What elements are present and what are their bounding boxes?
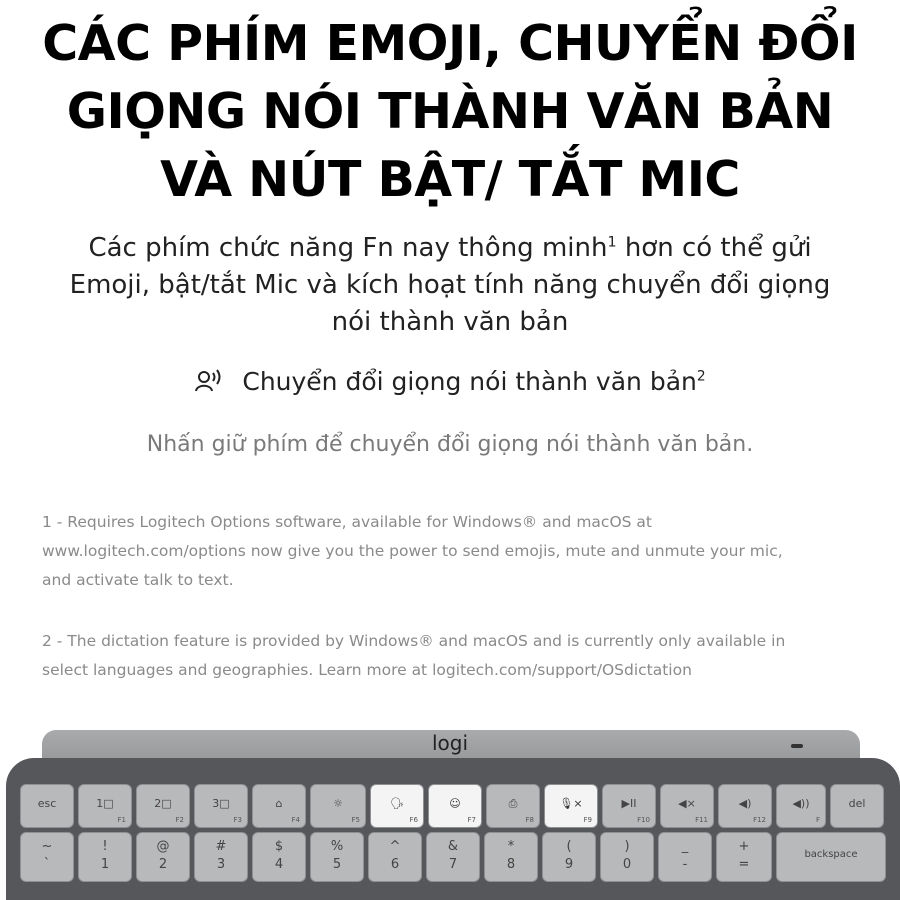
fn-key-5[interactable] <box>252 784 306 828</box>
num-key-2[interactable] <box>78 832 132 882</box>
fn-key-sub-label: F4 <box>291 816 300 824</box>
footnotes <box>42 508 872 717</box>
voice-dictation-icon <box>194 366 224 396</box>
fn-key-label: ⌂ <box>275 797 283 810</box>
feature-label: Chuyển đổi giọng nói thành văn bản$^2$ <box>242 366 706 396</box>
key-shift-label: ! <box>102 839 108 854</box>
fn-key-label: ◀) <box>738 797 752 810</box>
heading-line-2: GIỌNG NÓI THÀNH VĂN BẢN <box>66 83 834 140</box>
footnote-1: 1 - Requires Logitech Options software, available for Windows® and macOS at www.logitech.com/options now give you the power to send emojis, mute and unmute your mic, and activate talk to text. <box>42 513 783 589</box>
fn-key-2[interactable] <box>78 784 132 828</box>
fn-key-sub-label: F6 <box>409 816 418 824</box>
feature-row <box>0 366 900 396</box>
fn-key-sub-label: F1 <box>117 816 126 824</box>
fn-key-11[interactable] <box>602 784 656 828</box>
fn-key-sub-label: F8 <box>525 816 534 824</box>
fn-key-sub-label: F12 <box>753 816 766 824</box>
fn-key-8[interactable] <box>428 784 482 828</box>
page-heading <box>0 10 900 214</box>
num-key-14[interactable] <box>776 832 886 882</box>
num-key-7[interactable] <box>368 832 422 882</box>
fn-key-13[interactable] <box>718 784 772 828</box>
fn-key-sub-label: F11 <box>695 816 708 824</box>
subtitle-line-1: Các phím chức năng Fn nay thông minh$^1$ hơn có thể gửi <box>88 233 812 263</box>
key-main-label: 6 <box>390 857 400 872</box>
key-shift-label: ) <box>624 839 630 854</box>
num-key-9[interactable] <box>484 832 538 882</box>
subtitle <box>20 230 880 341</box>
fn-key-sub-label: F3 <box>233 816 242 824</box>
fn-key-15[interactable] <box>830 784 884 828</box>
key-main-label: backspace <box>804 849 858 860</box>
subtitle-line-3: nói thành văn bản <box>331 307 569 337</box>
key-shift-label: + <box>738 839 750 854</box>
num-key-11[interactable] <box>600 832 654 882</box>
key-main-label: ` <box>43 857 51 872</box>
fn-key-label: ◀)) <box>792 797 810 810</box>
key-shift-label: * <box>507 839 515 854</box>
fn-key-sub-label: F9 <box>583 816 592 824</box>
fn-key-label: ☺ <box>449 797 461 810</box>
num-key-5[interactable] <box>252 832 306 882</box>
num-key-8[interactable] <box>426 832 480 882</box>
fn-key-label: del <box>848 797 866 810</box>
fn-key-sub-label: F7 <box>467 816 476 824</box>
fn-key-3[interactable] <box>136 784 190 828</box>
footnote-ref-2: 2 <box>696 368 706 385</box>
key-main-label: 4 <box>274 857 284 872</box>
fn-key-9[interactable] <box>486 784 540 828</box>
heading-line-3: VÀ NÚT BẬT/ TẮT MIC <box>160 151 740 208</box>
key-shift-label: ~ <box>41 839 53 854</box>
num-key-3[interactable] <box>136 832 190 882</box>
key-shift-label: $ <box>274 839 284 854</box>
fn-key-label: 3□ <box>212 797 230 810</box>
hint-text: Nhấn giữ phím để chuyển đổi giọng nói thành văn bản. <box>146 432 754 457</box>
fn-key-label: ▶II <box>621 797 637 810</box>
num-key-1[interactable] <box>20 832 74 882</box>
fn-key-sub-label: F2 <box>175 816 184 824</box>
key-main-label: 1 <box>100 857 110 872</box>
key-main-label: - <box>682 857 688 872</box>
key-main-label: 8 <box>506 857 516 872</box>
fn-key-label: ☼ <box>333 797 343 810</box>
fn-key-10[interactable] <box>544 784 598 828</box>
num-key-13[interactable] <box>716 832 772 882</box>
key-shift-label: ^ <box>389 839 401 854</box>
key-shift-label: @ <box>156 839 170 854</box>
key-main-label: 3 <box>216 857 226 872</box>
num-key-6[interactable] <box>310 832 364 882</box>
fn-key-1[interactable] <box>20 784 74 828</box>
subtitle-line-2: Emoji, bật/tắt Mic và kích hoạt tính năng chuyển đổi giọng <box>69 270 831 300</box>
key-main-label: 0 <box>622 857 632 872</box>
fn-key-label: ⎙ <box>508 797 518 810</box>
fn-key-7[interactable] <box>370 784 424 828</box>
fn-key-label: ◀× <box>678 797 696 810</box>
fn-key-4[interactable] <box>194 784 248 828</box>
fn-key-12[interactable] <box>660 784 714 828</box>
logi-logo: logi <box>431 731 469 755</box>
fn-key-14[interactable] <box>776 784 826 828</box>
key-main-label: 7 <box>448 857 458 872</box>
key-main-label: 9 <box>564 857 574 872</box>
fn-key-label: 🗣 <box>390 797 404 810</box>
key-shift-label: & <box>447 839 459 854</box>
key-shift-label: ( <box>566 839 572 854</box>
key-shift-label: # <box>215 839 227 854</box>
num-key-12[interactable] <box>658 832 712 882</box>
fn-key-label: 🎙× <box>559 797 583 810</box>
num-key-4[interactable] <box>194 832 248 882</box>
fn-key-sub-label: F10 <box>637 816 650 824</box>
key-shift-label: _ <box>681 839 689 854</box>
status-led <box>791 744 803 748</box>
key-shift-label: % <box>330 839 344 854</box>
fn-key-6[interactable] <box>310 784 366 828</box>
fn-key-label: 2□ <box>154 797 172 810</box>
fn-key-sub-label: F5 <box>351 816 360 824</box>
heading-line-1: CÁC PHÍM EMOJI, CHUYỂN ĐỔI <box>42 15 858 72</box>
key-main-label: 5 <box>332 857 342 872</box>
fn-key-sub-label: F <box>815 816 820 824</box>
num-key-10[interactable] <box>542 832 596 882</box>
key-main-label: 2 <box>158 857 168 872</box>
fn-key-label: 1□ <box>96 797 114 810</box>
key-main-label: = <box>738 857 750 872</box>
footnote-ref-1: 1 <box>607 234 617 251</box>
footnote-2: 2 - The dictation feature is provided by Windows® and macOS and is currently only available in select languages and geographies. Learn more at logitech.com/support/OSdictation <box>42 632 786 679</box>
fn-key-label: esc <box>37 797 57 810</box>
